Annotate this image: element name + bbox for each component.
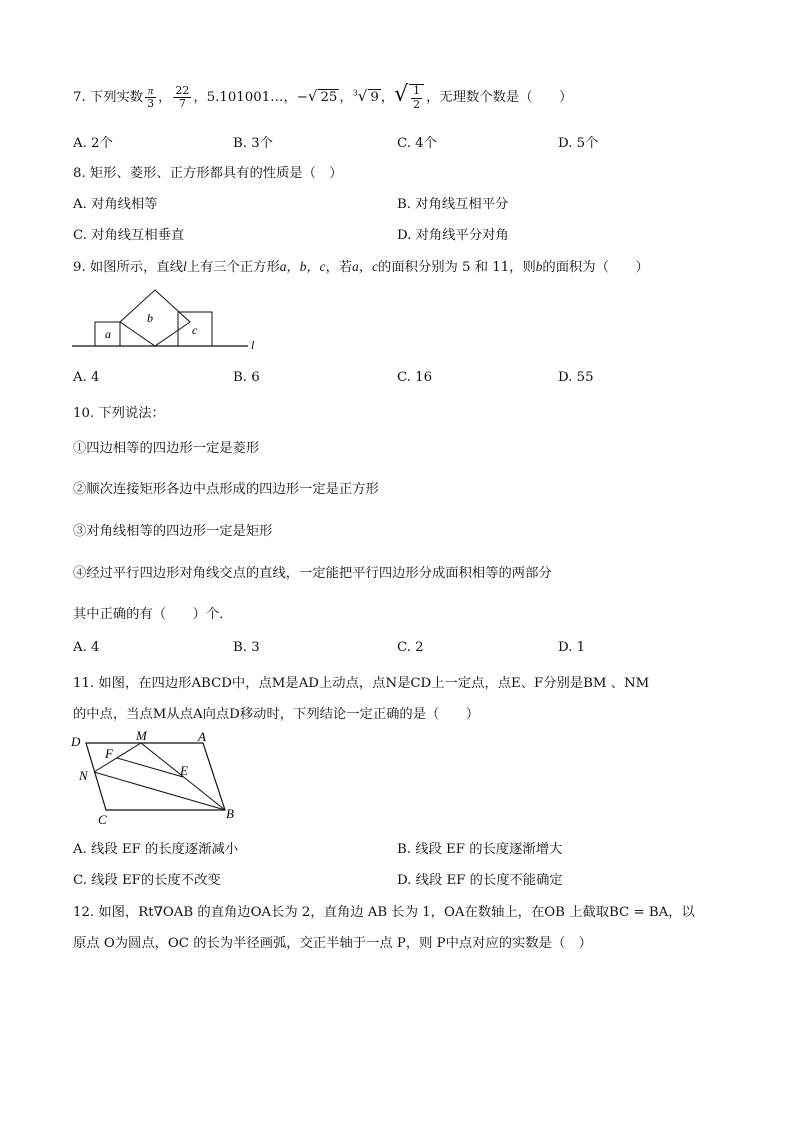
q11-option-c[interactable]: C. 线段 EF的长度不改变 — [73, 873, 221, 888]
q8-option-a[interactable]: A. 对角线相等 — [73, 197, 158, 212]
question-11-line-1: 11. 如图，在四边形ABCD中，点M是AD上动点，点N是CD上一定点，点E、F分别是BM 、NM — [73, 676, 650, 691]
q10-option-d[interactable]: D. 1 — [558, 640, 586, 655]
q10-statement-3: ③对角线相等的四边形一定是矩形 — [73, 524, 273, 539]
label-n: N — [79, 768, 88, 783]
cube-root-9: 9 — [370, 90, 379, 105]
q7-option-b[interactable]: B. 3个 — [233, 136, 273, 151]
question-12-line-2: 原点 O为圆点，OC 的长为半径画弧，交正半轴于一点 P，则 P中点对应的实数是（ ） — [73, 936, 592, 951]
sqrt-25: 25 — [320, 90, 338, 105]
segment-nm — [94, 743, 141, 772]
q11-figure — [68, 728, 248, 828]
q9-figure — [70, 285, 270, 355]
segment-fe — [117, 758, 183, 777]
question-12-line-1: 12. 如图，Rt∇OAB 的直角边OA长为 2，直角边 AB 长为 1，OA在数轴上，在OB 上截取BC = BA，以 — [73, 905, 695, 920]
q7-prefix: 7. 下列实数 — [73, 90, 144, 105]
label-m: M — [136, 728, 147, 743]
question-9-stem: 9. 如图所示，直线l上有三个正方形a，b，c，若a，c的面积分别为 5 和 11，则b的面积为（ ） — [73, 259, 649, 275]
question-10-stem: 10. 下列说法： — [73, 406, 165, 421]
label-a: a — [105, 327, 111, 341]
decimal-number: 5.101001… — [206, 90, 284, 105]
label-b: B — [226, 806, 234, 821]
radical-sign-icon: √ — [307, 87, 318, 105]
q9-option-c[interactable]: C. 16 — [397, 370, 433, 385]
q8-option-c[interactable]: C. 对角线互相垂直 — [73, 228, 185, 243]
square-b — [120, 290, 190, 346]
cube-root-index: 3 — [352, 88, 358, 98]
q11-option-b[interactable]: B. 线段 EF 的长度逐渐增大 — [397, 842, 563, 857]
question-11-line-2: 的中点，当点M从点A向点D移动时，下列结论一定正确的是（ ） — [73, 707, 480, 722]
label-c: C — [98, 812, 107, 827]
q9-option-a[interactable]: A. 4 — [73, 370, 100, 385]
label-b: b — [147, 311, 153, 325]
q10-statement-1: ①四边相等的四边形一定是菱形 — [73, 441, 260, 456]
label-a: A — [198, 729, 206, 744]
q7-option-d[interactable]: D. 5个 — [558, 136, 599, 151]
label-d: D — [71, 734, 81, 749]
q10-statement-2: ②顺次连接矩形各边中点形成的四边形一定是正方形 — [73, 482, 379, 497]
question-7-stem: 7. 下列实数 $\frac{\pi}{3}$ ， $\frac{22}{7}$ ，5.101001…，−√ 25 ，$^3$√ 9 ，√ $\frac{1}{2}$ ，无理数个数是（ ） — [73, 82, 573, 111]
q10-option-a[interactable]: A. 4 — [73, 640, 100, 655]
q8-option-d[interactable]: D. 对角线平分对角 — [397, 228, 509, 243]
label-l: l — [251, 338, 255, 352]
fraction-22-over-7: $\frac{22}{7}$ — [175, 83, 190, 110]
label-f: F — [105, 746, 113, 761]
q10-option-b[interactable]: B. 3 — [233, 640, 260, 655]
label-c: c — [192, 323, 198, 337]
question-8-stem: 8. 矩形、菱形、正方形都具有的性质是（ ） — [73, 166, 343, 181]
label-e: E — [180, 763, 188, 778]
q10-ask: 其中正确的有（ ）个． — [73, 607, 233, 622]
segment-nb — [94, 772, 225, 810]
q7-option-c[interactable]: C. 4个 — [397, 136, 437, 151]
q8-option-b[interactable]: B. 对角线互相平分 — [397, 197, 509, 212]
q9-option-b[interactable]: B. 6 — [233, 370, 260, 385]
q10-option-c[interactable]: C. 2 — [397, 640, 424, 655]
fraction-pi-over-3: $\frac{\pi}{3}$ — [147, 84, 155, 110]
q7-option-a[interactable]: A. 2个 — [73, 136, 113, 151]
q9-option-d[interactable]: D. 55 — [558, 370, 594, 385]
radical-sign-icon: √ — [394, 82, 409, 107]
q7-suffix: ，无理数个数是（ ） — [426, 90, 573, 105]
q11-option-d[interactable]: D. 线段 EF 的长度不能确定 — [397, 873, 563, 888]
sqrt-one-half: $\frac{1}{2}$ — [409, 84, 424, 110]
q10-statement-4: ④经过平行四边形对角线交点的直线，一定能把平行四边形分成面积相等的两部分 — [73, 566, 552, 581]
radical-sign-icon: √ — [357, 87, 368, 105]
q11-option-a[interactable]: A. 线段 EF 的长度逐渐减小 — [73, 842, 239, 857]
